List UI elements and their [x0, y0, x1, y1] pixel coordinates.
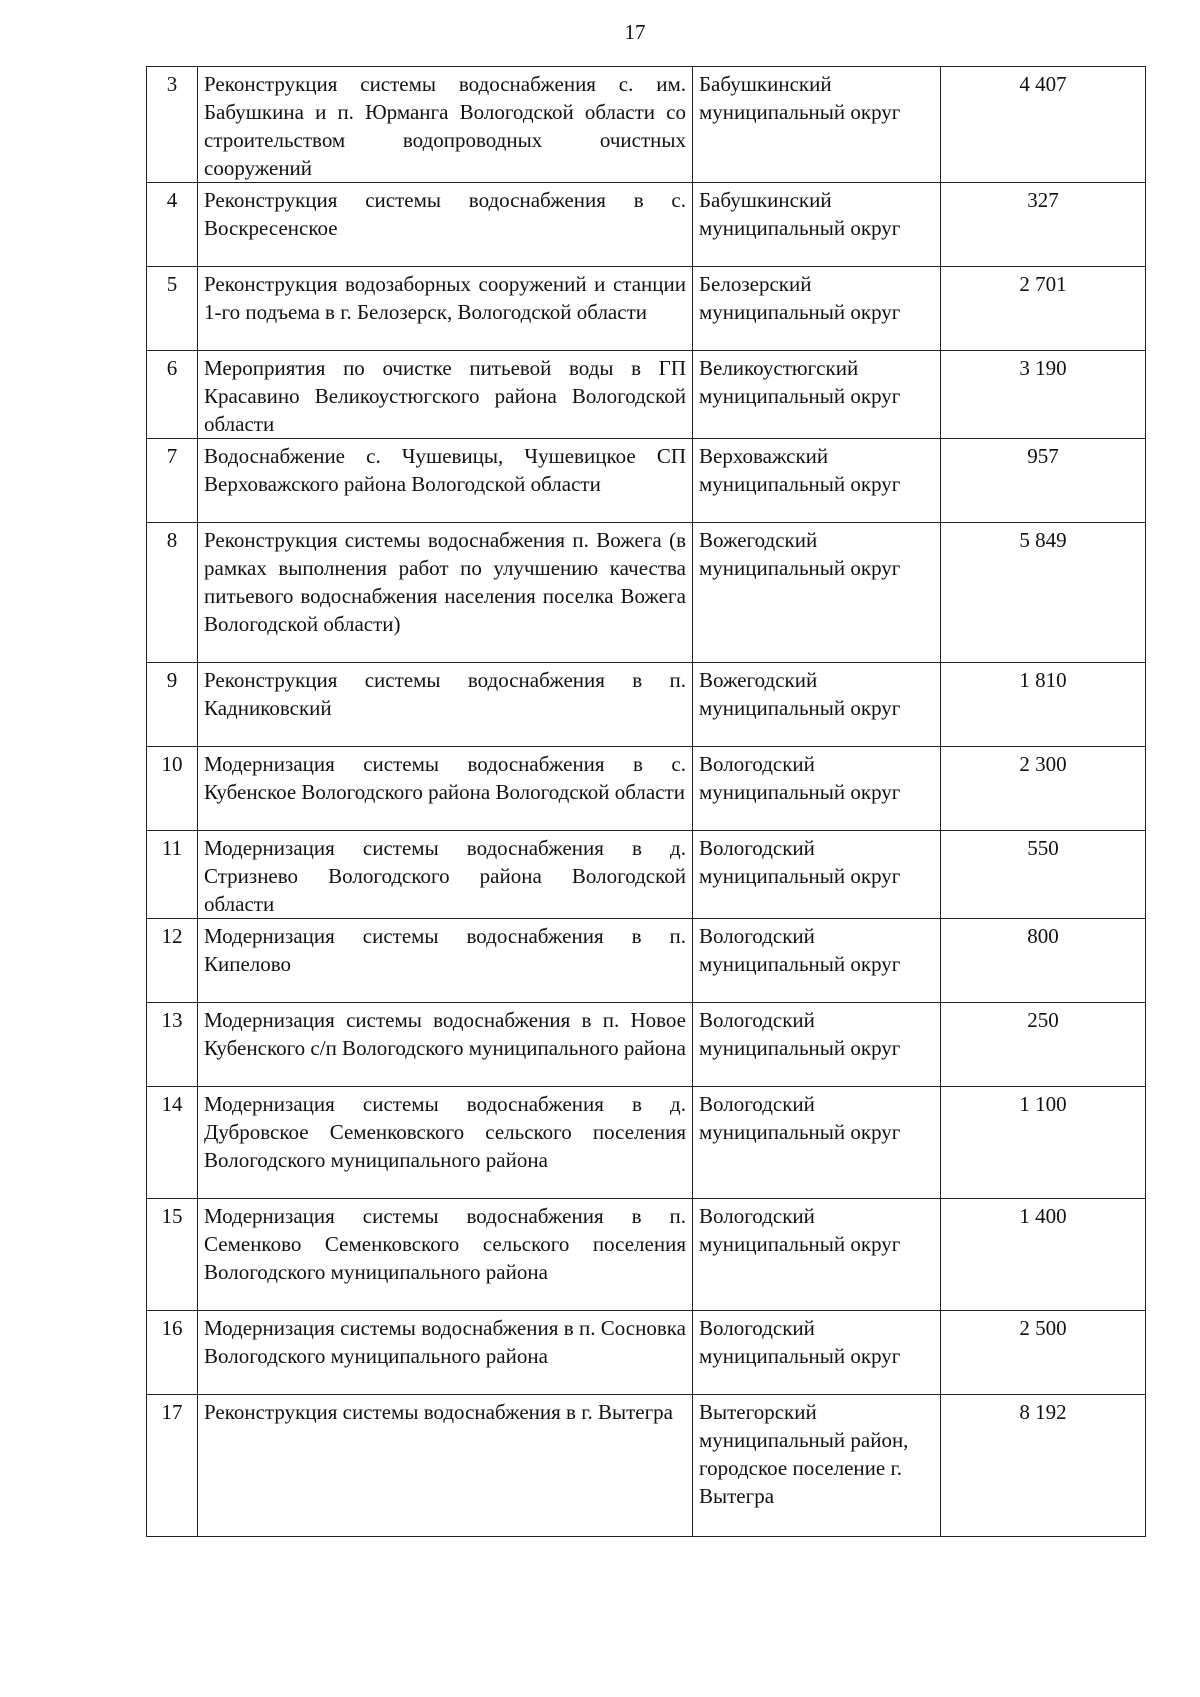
row-number: 8 — [147, 523, 198, 663]
amount: 4 407 — [941, 67, 1146, 183]
table-row — [147, 267, 1146, 351]
amount: 2 701 — [941, 267, 1146, 351]
page-number: 17 — [624, 20, 646, 44]
municipality: Вытегорский муниципальный район, городское поселение г. Вытегра — [693, 1395, 941, 1537]
amount: 8 192 — [941, 1395, 1146, 1537]
table-row — [147, 1003, 1146, 1087]
table-row — [147, 183, 1146, 267]
amount: 957 — [941, 439, 1146, 523]
row-number: 9 — [147, 663, 198, 747]
table-row — [147, 1199, 1146, 1311]
project-title: Модернизация системы водоснабжения в п. Семенково Семенковского сельского поселения Вологодского муниципального района — [198, 1199, 693, 1311]
amount: 1 810 — [941, 663, 1146, 747]
project-title: Модернизация системы водоснабжения в с. Кубенское Вологодского района Вологодской области — [198, 747, 693, 831]
table-row — [147, 1311, 1146, 1395]
project-title: Мероприятия по очистке питьевой воды в ГП Красавино Великоустюгского района Вологодской области — [198, 351, 693, 439]
amount: 2 500 — [941, 1311, 1146, 1395]
table-row — [147, 351, 1146, 439]
table-row — [147, 523, 1146, 663]
projects-table — [146, 66, 1146, 1537]
amount: 250 — [941, 1003, 1146, 1087]
municipality: Верховажский муниципальный округ — [693, 439, 941, 523]
project-title: Водоснабжение с. Чушевицы, Чушевицкое СП Верховажского района Вологодской области — [198, 439, 693, 523]
municipality: Бабушкинский муниципальный округ — [693, 183, 941, 267]
municipality: Вологодский муниципальный округ — [693, 1087, 941, 1199]
municipality: Белозерский муниципальный округ — [693, 267, 941, 351]
amount: 3 190 — [941, 351, 1146, 439]
row-number: 12 — [147, 919, 198, 1003]
row-number: 13 — [147, 1003, 198, 1087]
row-number: 3 — [147, 67, 198, 183]
row-number: 11 — [147, 831, 198, 919]
amount: 1 400 — [941, 1199, 1146, 1311]
project-title: Реконструкция системы водоснабжения в с. Воскресенское — [198, 183, 693, 267]
project-title: Модернизация системы водоснабжения в д. Дубровское Семенковского сельского поселения Вологодского муниципального района — [198, 1087, 693, 1199]
amount: 1 100 — [941, 1087, 1146, 1199]
table-row — [147, 831, 1146, 919]
row-number: 15 — [147, 1199, 198, 1311]
project-title: Реконструкция системы водоснабжения с. им. Бабушкина и п. Юрманга Вологодской области со строительством водопроводных очистных сооружений — [198, 67, 693, 183]
project-title: Модернизация системы водоснабжения в п. Кипелово — [198, 919, 693, 1003]
table-row — [147, 1087, 1146, 1199]
municipality: Великоустюгский муниципальный округ — [693, 351, 941, 439]
project-title: Реконструкция водозаборных сооружений и станции 1-го подъема в г. Белозерск, Вологодской области — [198, 267, 693, 351]
table-row — [147, 1395, 1146, 1537]
municipality: Бабушкинский муниципальный округ — [693, 67, 941, 183]
amount: 2 300 — [941, 747, 1146, 831]
project-title: Модернизация системы водоснабжения в п. Новое Кубенского с/п Вологодского муниципального района — [198, 1003, 693, 1087]
municipality: Вологодский муниципальный округ — [693, 1199, 941, 1311]
row-number: 4 — [147, 183, 198, 267]
project-title: Реконструкция системы водоснабжения в п. Кадниковский — [198, 663, 693, 747]
row-number: 17 — [147, 1395, 198, 1537]
municipality: Вологодский муниципальный округ — [693, 747, 941, 831]
municipality: Вожегодский муниципальный округ — [693, 523, 941, 663]
table-row — [147, 747, 1146, 831]
amount: 800 — [941, 919, 1146, 1003]
table-row — [147, 919, 1146, 1003]
municipality: Вологодский муниципальный округ — [693, 831, 941, 919]
projects-table-body — [147, 67, 1146, 1537]
table-row — [147, 663, 1146, 747]
table-row — [147, 439, 1146, 523]
row-number: 5 — [147, 267, 198, 351]
amount: 550 — [941, 831, 1146, 919]
municipality: Вожегодский муниципальный округ — [693, 663, 941, 747]
row-number: 14 — [147, 1087, 198, 1199]
municipality: Вологодский муниципальный округ — [693, 919, 941, 1003]
amount: 327 — [941, 183, 1146, 267]
row-number: 7 — [147, 439, 198, 523]
row-number: 16 — [147, 1311, 198, 1395]
project-title: Реконструкция системы водоснабжения п. Вожега (в рамках выполнения работ по улучшению качества питьевого водоснабжения населения поселка Вожега Вологодской области) — [198, 523, 693, 663]
municipality: Вологодский муниципальный округ — [693, 1003, 941, 1087]
project-title: Модернизация системы водоснабжения в п. Сосновка Вологодского муниципального района — [198, 1311, 693, 1395]
project-title: Модернизация системы водоснабжения в д. Стризнево Вологодского района Вологодской области — [198, 831, 693, 919]
project-title: Реконструкция системы водоснабжения в г. Вытегра — [198, 1395, 693, 1537]
table-row — [147, 67, 1146, 183]
row-number: 6 — [147, 351, 198, 439]
row-number: 10 — [147, 747, 198, 831]
amount: 5 849 — [941, 523, 1146, 663]
municipality: Вологодский муниципальный округ — [693, 1311, 941, 1395]
